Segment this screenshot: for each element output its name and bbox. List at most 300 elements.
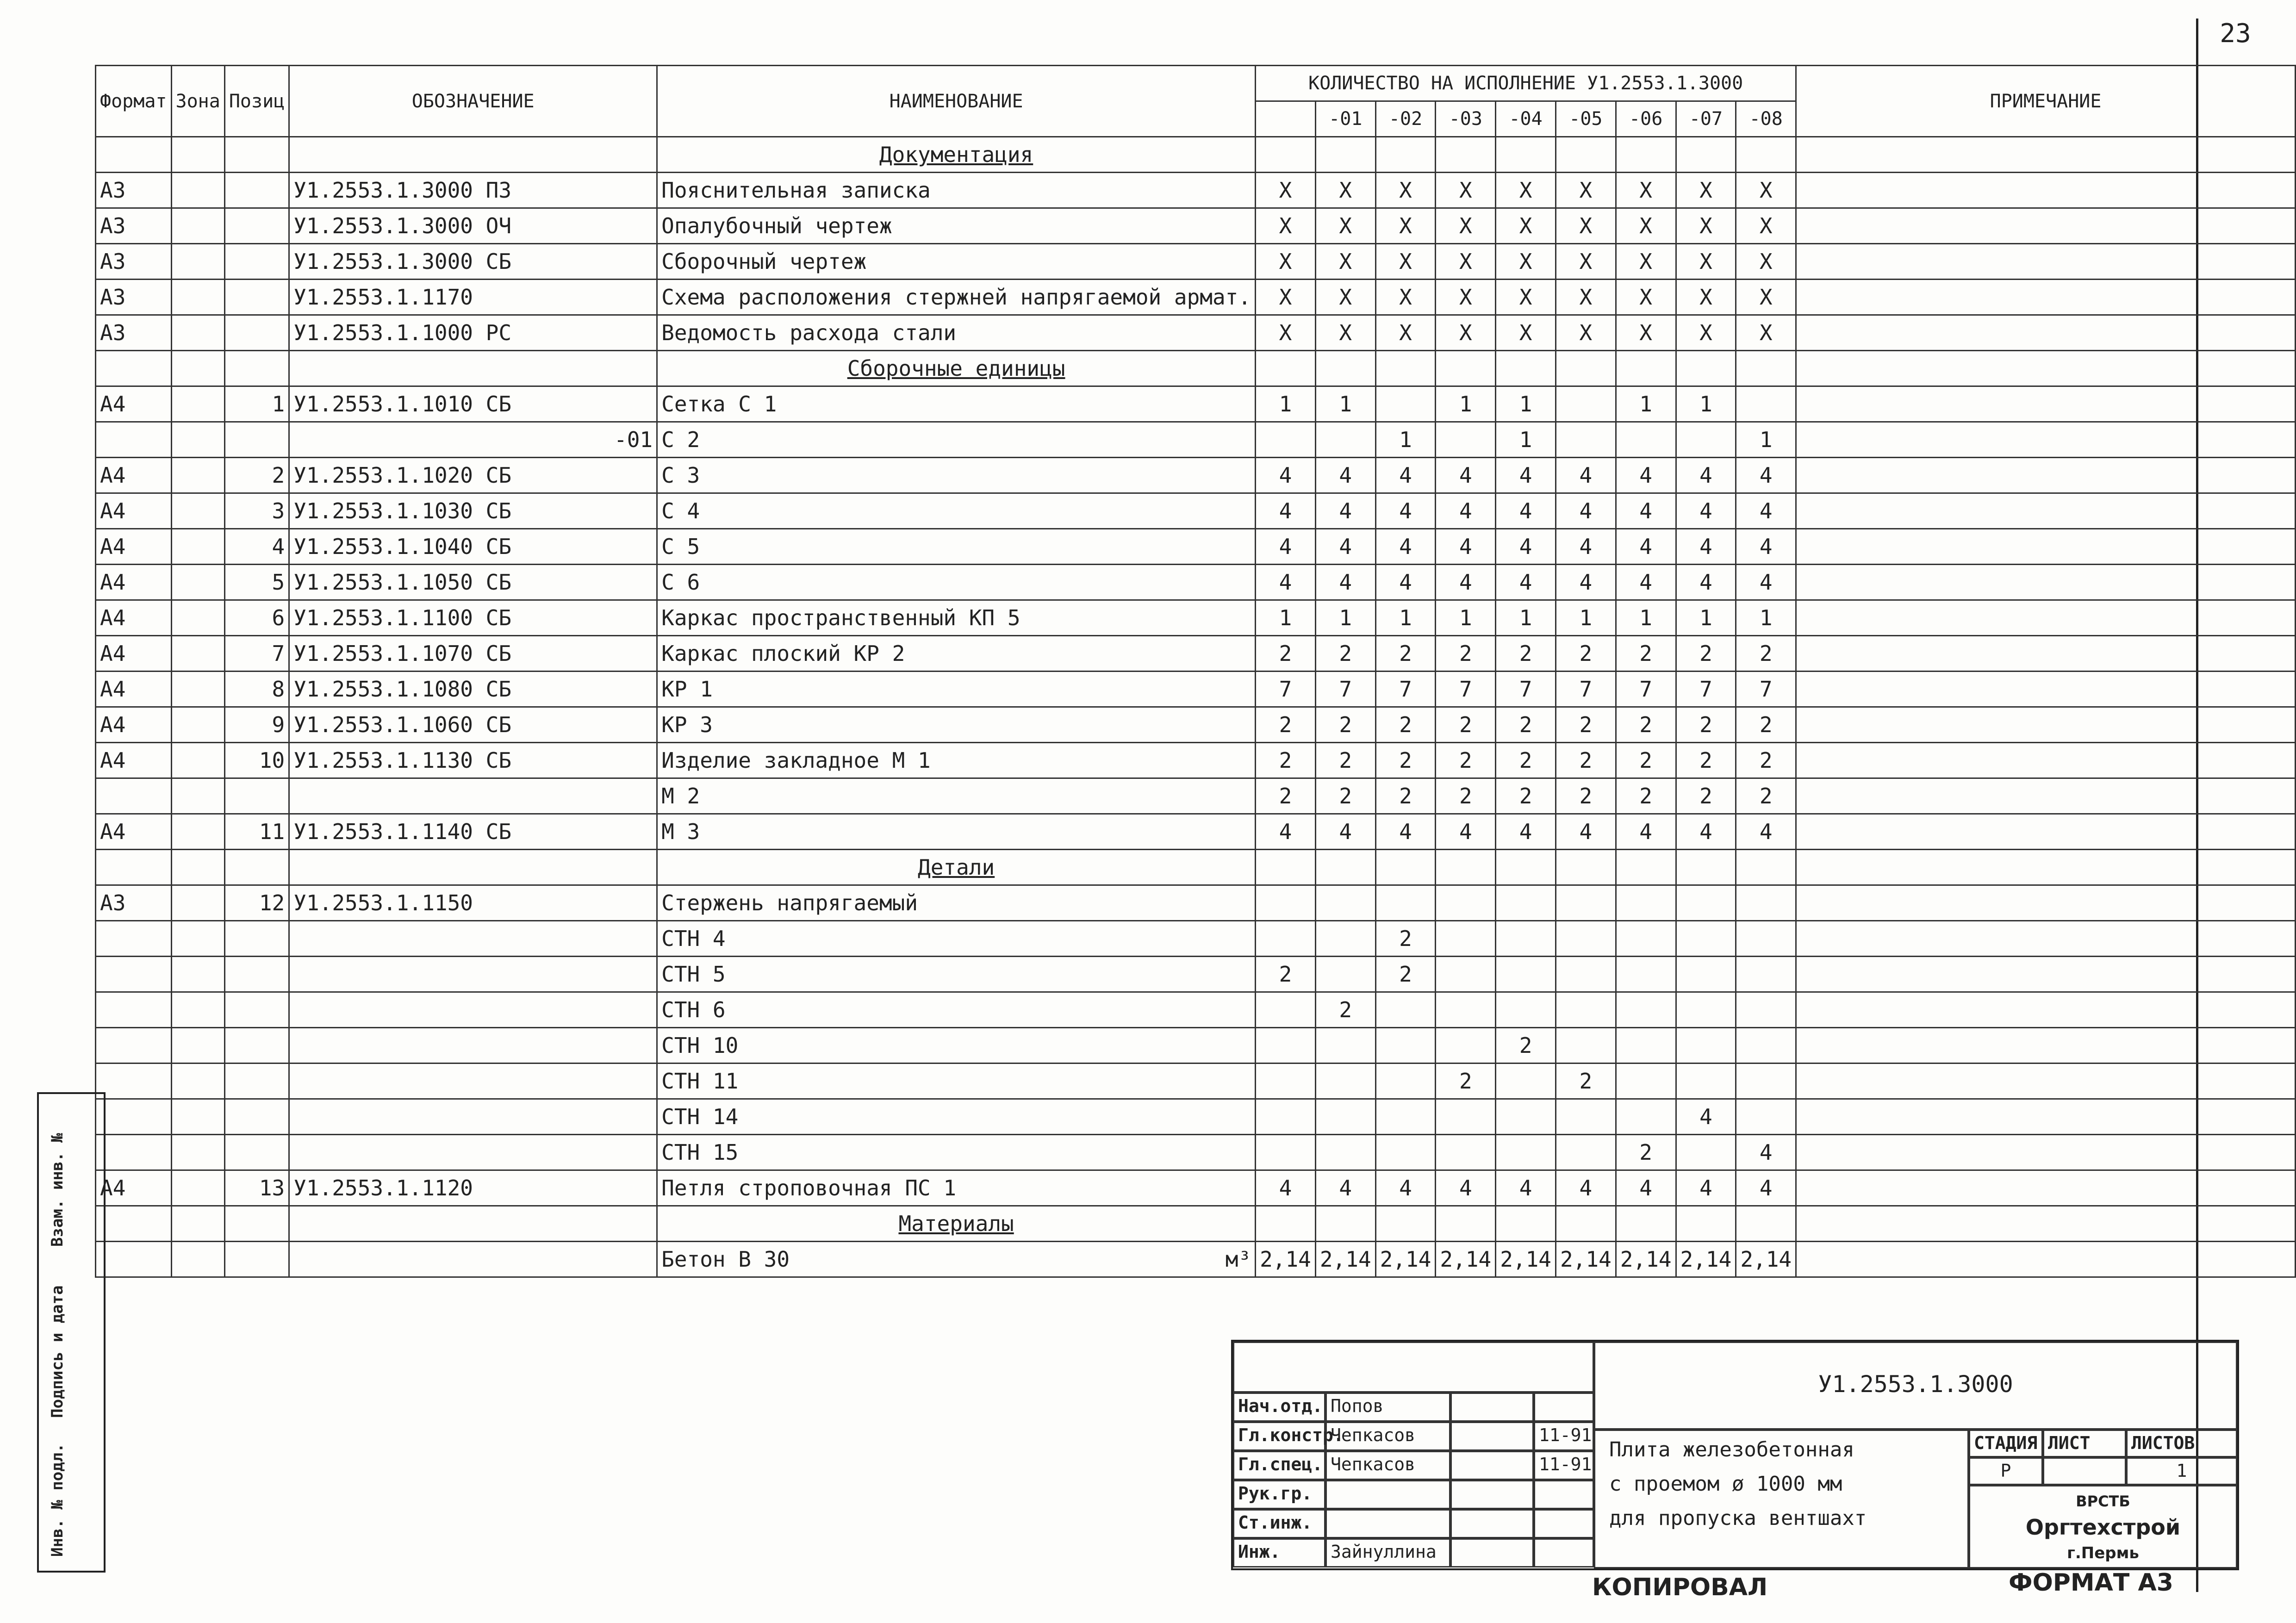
cell-position [224, 422, 289, 458]
cell-quantity: 2,14 [1436, 1242, 1496, 1277]
cell-quantity: 7 [1436, 672, 1496, 707]
cell-quantity: 1 [1736, 422, 1796, 458]
cell-quantity: 4 [1736, 565, 1796, 600]
cell-quantity: Х [1375, 208, 1436, 244]
cell-quantity [1375, 137, 1436, 173]
stamp-name: Чепкасов [1325, 1422, 1450, 1451]
cell-name-text: Изделие закладное М 1 [661, 748, 931, 773]
cell-quantity: 4 [1616, 565, 1676, 600]
cell-quantity: Х [1375, 280, 1436, 315]
cell-quantity: 2 [1616, 636, 1676, 672]
cell-format: А3 [96, 244, 172, 280]
cell-name-text: СТН 5 [661, 962, 726, 987]
cell-name-text: Пояснительная записка [661, 178, 931, 203]
cell-quantity: 4 [1496, 529, 1556, 565]
cell-position [224, 351, 289, 386]
cell-quantity: Х [1315, 173, 1375, 208]
stamp-role: Гл.констр. [1233, 1422, 1325, 1451]
cell-quantity [1616, 921, 1676, 957]
cell-quantity [1256, 351, 1316, 386]
cell-position: 6 [224, 600, 289, 636]
cell-quantity: Х [1436, 244, 1496, 280]
cell-quantity: Х [1436, 173, 1496, 208]
cell-quantity: 4 [1256, 529, 1316, 565]
cell-zone [171, 636, 224, 672]
cell-format [96, 1028, 172, 1063]
stamp-sheets: 1 [2126, 1457, 2237, 1485]
cell-position: 1 [224, 386, 289, 422]
cell-format [96, 992, 172, 1028]
cell-quantity [1496, 137, 1556, 173]
stamp-sign [1450, 1509, 1534, 1538]
cell-designation: У1.2553.1.1000 РС [289, 315, 657, 351]
cell-quantity [1616, 1206, 1676, 1242]
cell-quantity: 1 [1436, 600, 1496, 636]
cell-name-text: Опалубочный чертеж [661, 213, 892, 238]
cell-quantity [1496, 957, 1556, 992]
cell-quantity [1256, 1135, 1316, 1170]
cell-zone [171, 1099, 224, 1135]
stamp-date [1534, 1480, 1594, 1509]
cell-quantity [1436, 137, 1496, 173]
cell-position [224, 280, 289, 315]
table-row [96, 957, 2296, 992]
table-row [96, 885, 2296, 921]
section-row [96, 1206, 2296, 1242]
cell-zone [171, 957, 224, 992]
variant-header [1256, 101, 1316, 137]
cell-quantity: 2 [1436, 1063, 1496, 1099]
cell-designation: У1.2553.1.1130 СБ [289, 743, 657, 778]
cell-unit: м³ [1225, 1247, 1251, 1272]
cell-zone [171, 992, 224, 1028]
cell-note [1796, 778, 2296, 814]
cell-name [657, 173, 1256, 208]
cell-quantity: Х [1315, 315, 1375, 351]
cell-quantity: 4 [1556, 493, 1616, 529]
cell-position [224, 850, 289, 885]
cell-quantity: 4 [1436, 565, 1496, 600]
cell-name [657, 422, 1256, 458]
cell-quantity: Х [1315, 244, 1375, 280]
cell-zone [171, 386, 224, 422]
cell-quantity [1256, 1063, 1316, 1099]
cell-quantity: 1 [1315, 600, 1375, 636]
cell-quantity: 4 [1436, 493, 1496, 529]
cell-note [1796, 636, 2296, 672]
cell-quantity: 4 [1496, 814, 1556, 850]
cell-quantity [1496, 850, 1556, 885]
cell-format [96, 422, 172, 458]
cell-quantity: Х [1256, 280, 1316, 315]
cell-quantity: Х [1436, 280, 1496, 315]
cell-name [657, 1099, 1256, 1135]
cell-zone [171, 1242, 224, 1277]
cell-name [657, 1206, 1256, 1242]
cell-position [224, 778, 289, 814]
cell-zone [171, 1135, 224, 1170]
cell-quantity [1436, 1028, 1496, 1063]
cell-note [1796, 1170, 2296, 1206]
cell-quantity [1736, 137, 1796, 173]
cell-position [224, 1242, 289, 1277]
cell-format: А3 [96, 280, 172, 315]
cell-designation [289, 850, 657, 885]
table-row [96, 386, 2296, 422]
cell-quantity [1375, 1206, 1436, 1242]
cell-format [96, 1242, 172, 1277]
cell-designation: У1.2553.1.1150 [289, 885, 657, 921]
cell-format [96, 850, 172, 885]
cell-quantity [1315, 1099, 1375, 1135]
cell-quantity: 4 [1556, 529, 1616, 565]
cell-quantity: 1 [1556, 600, 1616, 636]
cell-name [657, 707, 1256, 743]
cell-quantity: Х [1676, 280, 1736, 315]
cell-quantity: 2 [1556, 1063, 1616, 1099]
cell-position: 4 [224, 529, 289, 565]
cell-quantity: Х [1616, 280, 1676, 315]
cell-quantity: 4 [1736, 529, 1796, 565]
cell-quantity [1676, 1063, 1736, 1099]
cell-quantity [1256, 1099, 1316, 1135]
cell-quantity: 2 [1736, 743, 1796, 778]
stamp-sheet [2043, 1457, 2126, 1485]
cell-quantity [1556, 885, 1616, 921]
cell-zone [171, 1206, 224, 1242]
cell-quantity [1736, 850, 1796, 885]
cell-zone [171, 458, 224, 493]
cell-quantity [1676, 422, 1736, 458]
cell-quantity [1556, 1099, 1616, 1135]
cell-quantity: 2 [1375, 707, 1436, 743]
cell-quantity: 1 [1616, 386, 1676, 422]
cell-quantity: 2 [1375, 957, 1436, 992]
cell-note [1796, 1242, 2296, 1277]
table-row [96, 493, 2296, 529]
cell-name-text: Сборочный чертеж [661, 249, 867, 274]
cell-name [657, 636, 1256, 672]
stamp-stage-label: СТАДИЯ [1969, 1430, 2043, 1457]
cell-quantity: 2 [1256, 957, 1316, 992]
cell-quantity: Х [1616, 244, 1676, 280]
cell-quantity: 4 [1256, 565, 1316, 600]
cell-quantity: 2 [1736, 707, 1796, 743]
cell-quantity: 2 [1496, 743, 1556, 778]
cell-zone [171, 173, 224, 208]
cell-quantity: Х [1496, 280, 1556, 315]
cell-zone [171, 1170, 224, 1206]
stamp-sign [1450, 1393, 1534, 1422]
cell-quantity: 7 [1315, 672, 1375, 707]
cell-quantity [1556, 850, 1616, 885]
cell-quantity: 1 [1375, 422, 1436, 458]
cell-name-text: Материалы [898, 1211, 1014, 1236]
cell-note [1796, 992, 2296, 1028]
cell-quantity: 2 [1256, 707, 1316, 743]
cell-note [1796, 707, 2296, 743]
cell-quantity: 2 [1315, 636, 1375, 672]
cell-quantity: Х [1676, 244, 1736, 280]
cell-designation [289, 137, 657, 173]
cell-format: А4 [96, 565, 172, 600]
cell-note [1796, 173, 2296, 208]
cell-quantity [1315, 885, 1375, 921]
cell-name [657, 458, 1256, 493]
cell-quantity: 2 [1375, 636, 1436, 672]
cell-quantity: 1 [1496, 422, 1556, 458]
cell-note [1796, 1028, 2296, 1063]
table-row [96, 458, 2296, 493]
cell-format: А4 [96, 458, 172, 493]
cell-quantity: Х [1616, 173, 1676, 208]
cell-format [96, 921, 172, 957]
cell-quantity [1556, 1028, 1616, 1063]
cell-quantity [1496, 1063, 1556, 1099]
cell-quantity: 4 [1616, 493, 1676, 529]
table-row [96, 208, 2296, 244]
cell-quantity: 2 [1676, 707, 1736, 743]
cell-quantity: 4 [1315, 565, 1375, 600]
cell-quantity: 4 [1676, 493, 1736, 529]
cell-format: А3 [96, 885, 172, 921]
stamp-title-line-2: с проемом ø 1000 мм [1609, 1472, 1842, 1496]
cell-designation [289, 992, 657, 1028]
cell-quantity: 4 [1616, 814, 1676, 850]
variant-header: -02 [1375, 101, 1436, 137]
cell-quantity [1676, 957, 1736, 992]
cell-quantity: 4 [1256, 458, 1316, 493]
cell-position [224, 137, 289, 173]
cell-designation: У1.2553.1.1170 [289, 280, 657, 315]
cell-quantity: 2 [1556, 707, 1616, 743]
cell-quantity [1736, 1063, 1796, 1099]
cell-zone [171, 315, 224, 351]
stamp-organization [1969, 1485, 2237, 1568]
cell-name [657, 280, 1256, 315]
cell-quantity: Х [1256, 173, 1316, 208]
stamp-sign [1450, 1451, 1534, 1480]
cell-note [1796, 743, 2296, 778]
cell-quantity: 2 [1315, 707, 1375, 743]
cell-name-text: СТН 15 [661, 1140, 739, 1165]
header-position: Позиц [224, 66, 289, 137]
variant-header: -01 [1315, 101, 1375, 137]
cell-format [96, 778, 172, 814]
cell-quantity [1736, 1099, 1796, 1135]
cell-note [1796, 885, 2296, 921]
cell-quantity: Х [1676, 315, 1736, 351]
cell-quantity: 2 [1315, 778, 1375, 814]
cell-quantity: 4 [1315, 493, 1375, 529]
table-row [96, 565, 2296, 600]
cell-quantity: 2,14 [1676, 1242, 1736, 1277]
cell-format: А4 [96, 707, 172, 743]
stamp-date [1534, 1509, 1594, 1538]
stamp-empty-top [1233, 1342, 1594, 1393]
cell-quantity: 4 [1736, 814, 1796, 850]
cell-note [1796, 315, 2296, 351]
table-row [96, 315, 2296, 351]
cell-quantity [1616, 850, 1676, 885]
table-row [96, 778, 2296, 814]
cell-name-text: Петля строповочная ПС 1 [661, 1175, 957, 1200]
cell-quantity: 1 [1256, 600, 1316, 636]
cell-format [96, 137, 172, 173]
stamp-date: 11-91 [1534, 1451, 1594, 1480]
cell-name-text: Документация [879, 142, 1033, 167]
cell-quantity: 4 [1736, 493, 1796, 529]
cell-name-text: СТН 11 [661, 1069, 739, 1094]
cell-quantity: Х [1375, 244, 1436, 280]
cell-quantity: Х [1375, 173, 1436, 208]
cell-quantity [1436, 885, 1496, 921]
cell-note [1796, 1135, 2296, 1170]
cell-quantity: 4 [1616, 529, 1676, 565]
cell-quantity: 4 [1256, 814, 1316, 850]
cell-quantity [1256, 921, 1316, 957]
cell-quantity [1375, 885, 1436, 921]
stamp-role: Рук.гр. [1233, 1480, 1325, 1509]
cell-note [1796, 600, 2296, 636]
cell-position [224, 1135, 289, 1170]
cell-quantity [1496, 1206, 1556, 1242]
stamp-org-line-2: Оргтехстрой [2025, 1515, 2181, 1540]
cell-quantity [1556, 921, 1616, 957]
cell-zone [171, 778, 224, 814]
cell-format [96, 1063, 172, 1099]
cell-designation: У1.2553.1.1120 [289, 1170, 657, 1206]
cell-zone [171, 672, 224, 707]
cell-quantity: Х [1556, 315, 1616, 351]
cell-format: А4 [96, 1170, 172, 1206]
cell-quantity [1315, 137, 1375, 173]
cell-quantity: 2,14 [1375, 1242, 1436, 1277]
cell-quantity: Х [1496, 173, 1556, 208]
cell-quantity: 2 [1496, 636, 1556, 672]
cell-quantity: 4 [1315, 529, 1375, 565]
cell-position [224, 1099, 289, 1135]
stamp-name: Зайнуллина [1325, 1538, 1450, 1567]
cell-zone [171, 850, 224, 885]
cell-quantity: 2,14 [1736, 1242, 1796, 1277]
cell-quantity: 2 [1616, 778, 1676, 814]
copied-label: КОПИРОВАЛ [1592, 1573, 1768, 1601]
stamp-code: У1.2553.1.3000 [1594, 1342, 2237, 1430]
cell-quantity [1436, 1135, 1496, 1170]
cell-quantity: 2 [1556, 636, 1616, 672]
cell-quantity: 4 [1436, 458, 1496, 493]
cell-position [224, 957, 289, 992]
variant-header: -08 [1736, 101, 1796, 137]
cell-quantity: 4 [1556, 1170, 1616, 1206]
cell-note [1796, 921, 2296, 957]
cell-zone [171, 921, 224, 957]
cell-quantity: 2 [1616, 707, 1676, 743]
cell-quantity: 7 [1496, 672, 1556, 707]
cell-format [96, 351, 172, 386]
cell-quantity: 2 [1375, 921, 1436, 957]
cell-position [224, 244, 289, 280]
cell-format: А3 [96, 208, 172, 244]
cell-quantity [1676, 1206, 1736, 1242]
side-label-sign: Подпись и дата [48, 1285, 67, 1418]
cell-quantity: 2 [1676, 778, 1736, 814]
cell-name-text: Каркас плоский КР 2 [661, 641, 905, 666]
header-format: Формат [96, 66, 172, 137]
cell-name-text: М 2 [661, 784, 700, 808]
cell-quantity: 1 [1616, 600, 1676, 636]
cell-name-text: Ведомость расхода стали [661, 320, 957, 345]
cell-quantity: 4 [1496, 1170, 1556, 1206]
cell-note [1796, 208, 2296, 244]
cell-quantity [1676, 885, 1736, 921]
cell-name-text: Стержень напрягаемый [661, 890, 918, 915]
cell-designation: У1.2553.1.1010 СБ [289, 386, 657, 422]
cell-format: А3 [96, 173, 172, 208]
side-label-inv: Инв. № подл. [48, 1443, 67, 1557]
cell-note [1796, 1063, 2296, 1099]
cell-quantity: 2 [1676, 743, 1736, 778]
cell-note [1796, 814, 2296, 850]
variant-header: -05 [1556, 101, 1616, 137]
cell-quantity: 4 [1375, 493, 1436, 529]
cell-designation: У1.2553.1.1030 СБ [289, 493, 657, 529]
cell-quantity [1556, 957, 1616, 992]
cell-designation: У1.2553.1.1070 СБ [289, 636, 657, 672]
cell-name [657, 992, 1256, 1028]
cell-quantity [1616, 957, 1676, 992]
cell-name-text: КР 3 [661, 712, 713, 737]
cell-quantity [1436, 921, 1496, 957]
cell-designation [289, 778, 657, 814]
cell-quantity: Х [1496, 315, 1556, 351]
table-row [96, 743, 2296, 778]
section-row [96, 137, 2296, 173]
variant-header: -06 [1616, 101, 1676, 137]
cell-position: 13 [224, 1170, 289, 1206]
cell-quantity [1315, 850, 1375, 885]
cell-name [657, 208, 1256, 244]
cell-designation [289, 1099, 657, 1135]
cell-note [1796, 565, 2296, 600]
cell-name [657, 778, 1256, 814]
cell-quantity: 1 [1496, 386, 1556, 422]
cell-zone [171, 137, 224, 173]
stamp-date [1534, 1393, 1594, 1422]
header-row [96, 66, 2296, 101]
cell-name-text: С 2 [661, 427, 700, 452]
cell-quantity [1256, 422, 1316, 458]
cell-name [657, 743, 1256, 778]
cell-designation [289, 957, 657, 992]
cell-quantity [1556, 422, 1616, 458]
cell-quantity: 1 [1315, 386, 1375, 422]
cell-quantity: Х [1736, 280, 1796, 315]
cell-position [224, 992, 289, 1028]
cell-quantity [1315, 1063, 1375, 1099]
stamp-sign [1450, 1422, 1534, 1451]
cell-quantity: 1 [1256, 386, 1316, 422]
cell-position: 10 [224, 743, 289, 778]
cell-quantity [1676, 921, 1736, 957]
cell-name-text: С 4 [661, 498, 700, 523]
cell-quantity: 4 [1676, 814, 1736, 850]
cell-designation: У1.2553.1.1080 СБ [289, 672, 657, 707]
cell-quantity [1436, 351, 1496, 386]
cell-zone [171, 885, 224, 921]
cell-name [657, 600, 1256, 636]
